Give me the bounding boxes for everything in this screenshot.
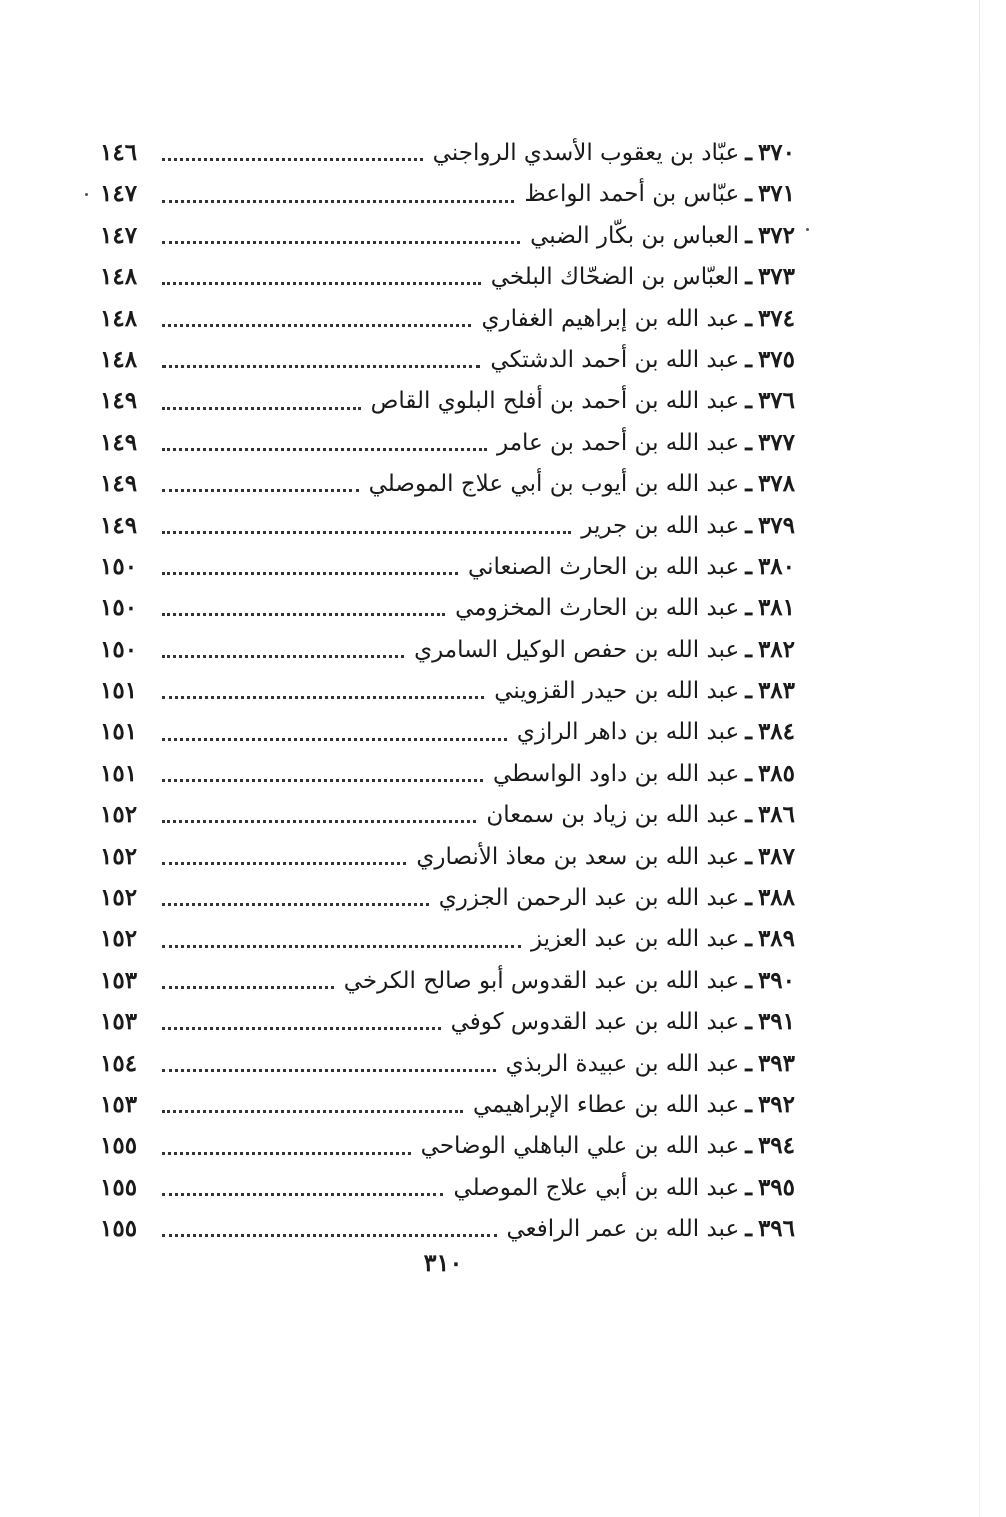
toc-entry — [100, 1125, 795, 1166]
entry-page-number: ١٥٢ — [100, 925, 138, 953]
entry-page-number: ١٥٢ — [100, 884, 138, 912]
entry-page-number: ١٥٥ — [100, 1132, 138, 1160]
toc-entry — [100, 629, 795, 670]
entry-number: ٣٨٣ — [757, 677, 795, 705]
dot-leader — [162, 235, 520, 244]
entry-title: عبد الله بن عمر الرافعي — [506, 1216, 740, 1243]
entry-page-number: ١٤٩ — [100, 387, 138, 415]
entry-separator: ـ — [745, 304, 752, 332]
entry-separator: ـ — [745, 221, 752, 249]
dot-leader — [162, 194, 514, 203]
entry-separator: ـ — [745, 1215, 752, 1243]
entry-separator: ـ — [745, 1049, 752, 1077]
toc-entry — [100, 753, 795, 794]
dot-leader — [162, 525, 571, 534]
entry-number: ٣٧٨ — [757, 470, 795, 498]
toc-entry — [100, 463, 795, 504]
entry-number: ٣٩٦ — [757, 1215, 795, 1243]
entry-title: عبد الله بن عبد القدوس أبو صالح الكرخي — [343, 967, 740, 994]
entry-separator: ـ — [745, 801, 752, 829]
dot-leader — [162, 359, 480, 368]
entry-number: ٣٩٠ — [757, 966, 795, 994]
entry-page-number: ١٤٩ — [100, 511, 138, 539]
toc-entry — [100, 1167, 795, 1208]
entry-page-number: ١٥٠ — [100, 635, 138, 663]
entry-title: عبد الله بن عطاء الإبراهيمي — [473, 1091, 740, 1118]
toc-entry — [100, 132, 795, 173]
entry-page-number: ١٥٥ — [100, 1173, 138, 1201]
entry-title: عبد الله بن أبي علاج الموصلي — [453, 1174, 740, 1201]
entry-number: ٣٩١ — [757, 1008, 795, 1036]
dot-leader — [162, 152, 423, 161]
toc-entry — [100, 794, 795, 835]
entry-separator: ـ — [745, 842, 752, 870]
entry-number: ٣٩٣ — [757, 1049, 795, 1077]
dot-leader — [162, 566, 458, 575]
entry-separator: ـ — [745, 1132, 752, 1160]
entry-separator: ـ — [745, 428, 752, 456]
entry-number: ٣٨٩ — [757, 925, 795, 953]
entry-number: ٣٩٢ — [757, 1090, 795, 1118]
dot-leader — [162, 318, 471, 327]
entry-title: عبد الله بن جرير — [581, 512, 740, 539]
entry-title: عبد الله بن عبد الرحمن الجزري — [438, 885, 740, 912]
dot-leader — [162, 401, 361, 410]
entry-title: عبّاد بن يعقوب الأسدي الرواجني — [432, 140, 740, 166]
entry-page-number: ١٥٣ — [100, 1090, 138, 1118]
entry-number: ٣٨٧ — [757, 842, 795, 870]
entry-separator: ـ — [745, 677, 752, 705]
entry-separator: ـ — [745, 470, 752, 498]
dot-leader — [162, 980, 334, 989]
entry-separator: ـ — [745, 925, 752, 953]
entry-page-number: ١٥٥ — [100, 1215, 138, 1243]
dot-leader — [162, 442, 487, 451]
entry-number: ٣٨١ — [757, 594, 795, 622]
entry-number: ٣٧٣ — [757, 263, 795, 291]
dot-leader — [162, 1146, 411, 1155]
entry-page-number: ١٥٠ — [100, 594, 138, 622]
entry-page-number: ١٥٣ — [100, 966, 138, 994]
toc-entry — [100, 339, 795, 380]
entry-separator: ـ — [745, 884, 752, 912]
entry-title: عبد الله بن داهر الرازي — [516, 719, 740, 746]
entry-separator: ـ — [745, 180, 752, 208]
entry-separator: ـ — [745, 759, 752, 787]
scan-speck — [85, 193, 88, 196]
entry-title: عبد الله بن الحارث المخزومي — [455, 595, 740, 622]
toc-entry — [100, 298, 795, 339]
entry-title: عبد الله بن حفص الوكيل السامري — [414, 636, 740, 663]
entry-title: عبد الله بن سعد بن معاذ الأنصاري — [416, 843, 740, 870]
page-edge-line — [979, 0, 980, 1517]
entry-page-number: ١٥١ — [100, 677, 138, 705]
entry-number: ٣٧٧ — [757, 428, 795, 456]
entry-title: عبد الله بن حيدر القزويني — [494, 678, 740, 705]
page-number: ٣١٠ — [423, 1248, 463, 1277]
table-of-contents — [100, 132, 795, 1250]
entry-page-number: ١٥٠ — [100, 552, 138, 580]
toc-entry — [100, 836, 795, 877]
dot-leader — [162, 897, 429, 906]
toc-entry — [100, 960, 795, 1001]
entry-separator: ـ — [745, 594, 752, 622]
entry-separator: ـ — [745, 139, 752, 166]
entry-separator: ـ — [745, 345, 752, 373]
toc-entry — [100, 422, 795, 463]
entry-separator: ـ — [745, 966, 752, 994]
toc-entry — [100, 505, 795, 546]
entry-page-number: ١٤٩ — [100, 428, 138, 456]
entry-title: عبد الله بن زياد بن سمعان — [486, 802, 740, 829]
entry-number: ٣٨٢ — [757, 635, 795, 663]
dot-leader — [162, 1228, 497, 1237]
entry-page-number: ١٥١ — [100, 718, 138, 746]
entry-title: عبد الله بن عبيدة الربذي — [505, 1050, 740, 1077]
entry-number: ٣٨٨ — [757, 884, 795, 912]
entry-number: ٣٩٥ — [757, 1173, 795, 1201]
toc-entry — [100, 1043, 795, 1084]
dot-leader — [162, 690, 484, 699]
entry-separator: ـ — [745, 1008, 752, 1036]
toc-entry — [100, 587, 795, 628]
dot-leader — [162, 1187, 443, 1196]
entry-title: عبد الله بن أيوب بن أبي علاج الموصلي — [368, 471, 740, 498]
entry-separator: ـ — [745, 263, 752, 291]
dot-leader — [162, 483, 359, 492]
entry-page-number: ١٥١ — [100, 759, 138, 787]
toc-entry — [100, 670, 795, 711]
entry-number: ٣٨٦ — [757, 801, 795, 829]
entry-title: العبّاس بن الضحّاك البلخي — [490, 264, 740, 291]
toc-entry — [100, 380, 795, 421]
dot-leader — [162, 939, 521, 948]
entry-title: عبد الله بن داود الواسطي — [492, 760, 740, 787]
entry-title: عبد الله بن أحمد بن عامر — [497, 429, 740, 456]
entry-number: ٣٧٠ — [757, 139, 795, 166]
entry-page-number: ١٥٢ — [100, 801, 138, 829]
dot-leader — [162, 814, 476, 823]
toc-entry — [100, 173, 795, 214]
toc-entry — [100, 1084, 795, 1125]
entry-title: عبد الله بن الحارث الصنعاني — [467, 553, 740, 580]
entry-page-number: ١٥٢ — [100, 842, 138, 870]
entry-number: ٣٩٤ — [757, 1132, 795, 1160]
dot-leader — [162, 276, 481, 285]
entry-title: عبد الله بن علي الباهلي الوضاحي — [420, 1133, 740, 1160]
dot-leader — [162, 773, 483, 782]
entry-page-number: ١٥٤ — [100, 1049, 138, 1077]
entry-number: ٣٨٥ — [757, 759, 795, 787]
entry-page-number: ١٥٣ — [100, 1008, 138, 1036]
entry-page-number: ١٤٨ — [100, 263, 138, 291]
entry-title: عبد الله بن أحمد الدشتكي — [490, 346, 740, 373]
scan-speck — [806, 228, 809, 231]
dot-leader — [162, 1063, 496, 1072]
entry-page-number: ١٤٨ — [100, 304, 138, 332]
entry-title: عبد الله بن عبد القدوس كوفي — [450, 1009, 740, 1036]
entry-title: عبد الله بن عبد العزيز — [530, 926, 740, 953]
entry-page-number: ١٤٧ — [100, 180, 138, 208]
entry-separator: ـ — [745, 718, 752, 746]
toc-entry — [100, 711, 795, 752]
toc-entry — [100, 546, 795, 587]
entry-page-number: ١٤٧ — [100, 221, 138, 249]
entry-page-number: ١٤٦ — [100, 139, 138, 166]
toc-entry — [100, 1208, 795, 1249]
entry-separator: ـ — [745, 1090, 752, 1118]
entry-number: ٣٨٠ — [757, 552, 795, 580]
entry-number: ٣٨٤ — [757, 718, 795, 746]
entry-number: ٣٧١ — [757, 180, 795, 208]
entry-separator: ـ — [745, 1173, 752, 1201]
dot-leader — [162, 732, 507, 741]
entry-separator: ـ — [745, 552, 752, 580]
entry-page-number: ١٤٨ — [100, 345, 138, 373]
dot-leader — [162, 649, 404, 658]
entry-number: ٣٧٦ — [757, 387, 795, 415]
entry-title: العباس بن بكّار الضبي — [530, 222, 740, 249]
toc-entry — [100, 918, 795, 959]
dot-leader — [162, 856, 406, 865]
entry-title: عبّاس بن أحمد الواعظ — [524, 181, 740, 208]
entry-page-number: ١٤٩ — [100, 470, 138, 498]
entry-number: ٣٧٩ — [757, 511, 795, 539]
entry-title: عبد الله بن إبراهيم الغفاري — [481, 305, 740, 332]
toc-entry — [100, 877, 795, 918]
entry-separator: ـ — [745, 635, 752, 663]
entry-number: ٣٧٤ — [757, 304, 795, 332]
dot-leader — [162, 607, 445, 616]
entry-title: عبد الله بن أحمد بن أفلح البلوي القاص — [370, 388, 740, 415]
dot-leader — [162, 1021, 441, 1030]
dot-leader — [162, 1104, 463, 1113]
toc-entry — [100, 215, 795, 256]
toc-entry — [100, 256, 795, 297]
entry-number: ٣٧٥ — [757, 345, 795, 373]
entry-separator: ـ — [745, 387, 752, 415]
entry-separator: ـ — [745, 511, 752, 539]
entry-number: ٣٧٢ — [757, 221, 795, 249]
toc-entry — [100, 1001, 795, 1042]
